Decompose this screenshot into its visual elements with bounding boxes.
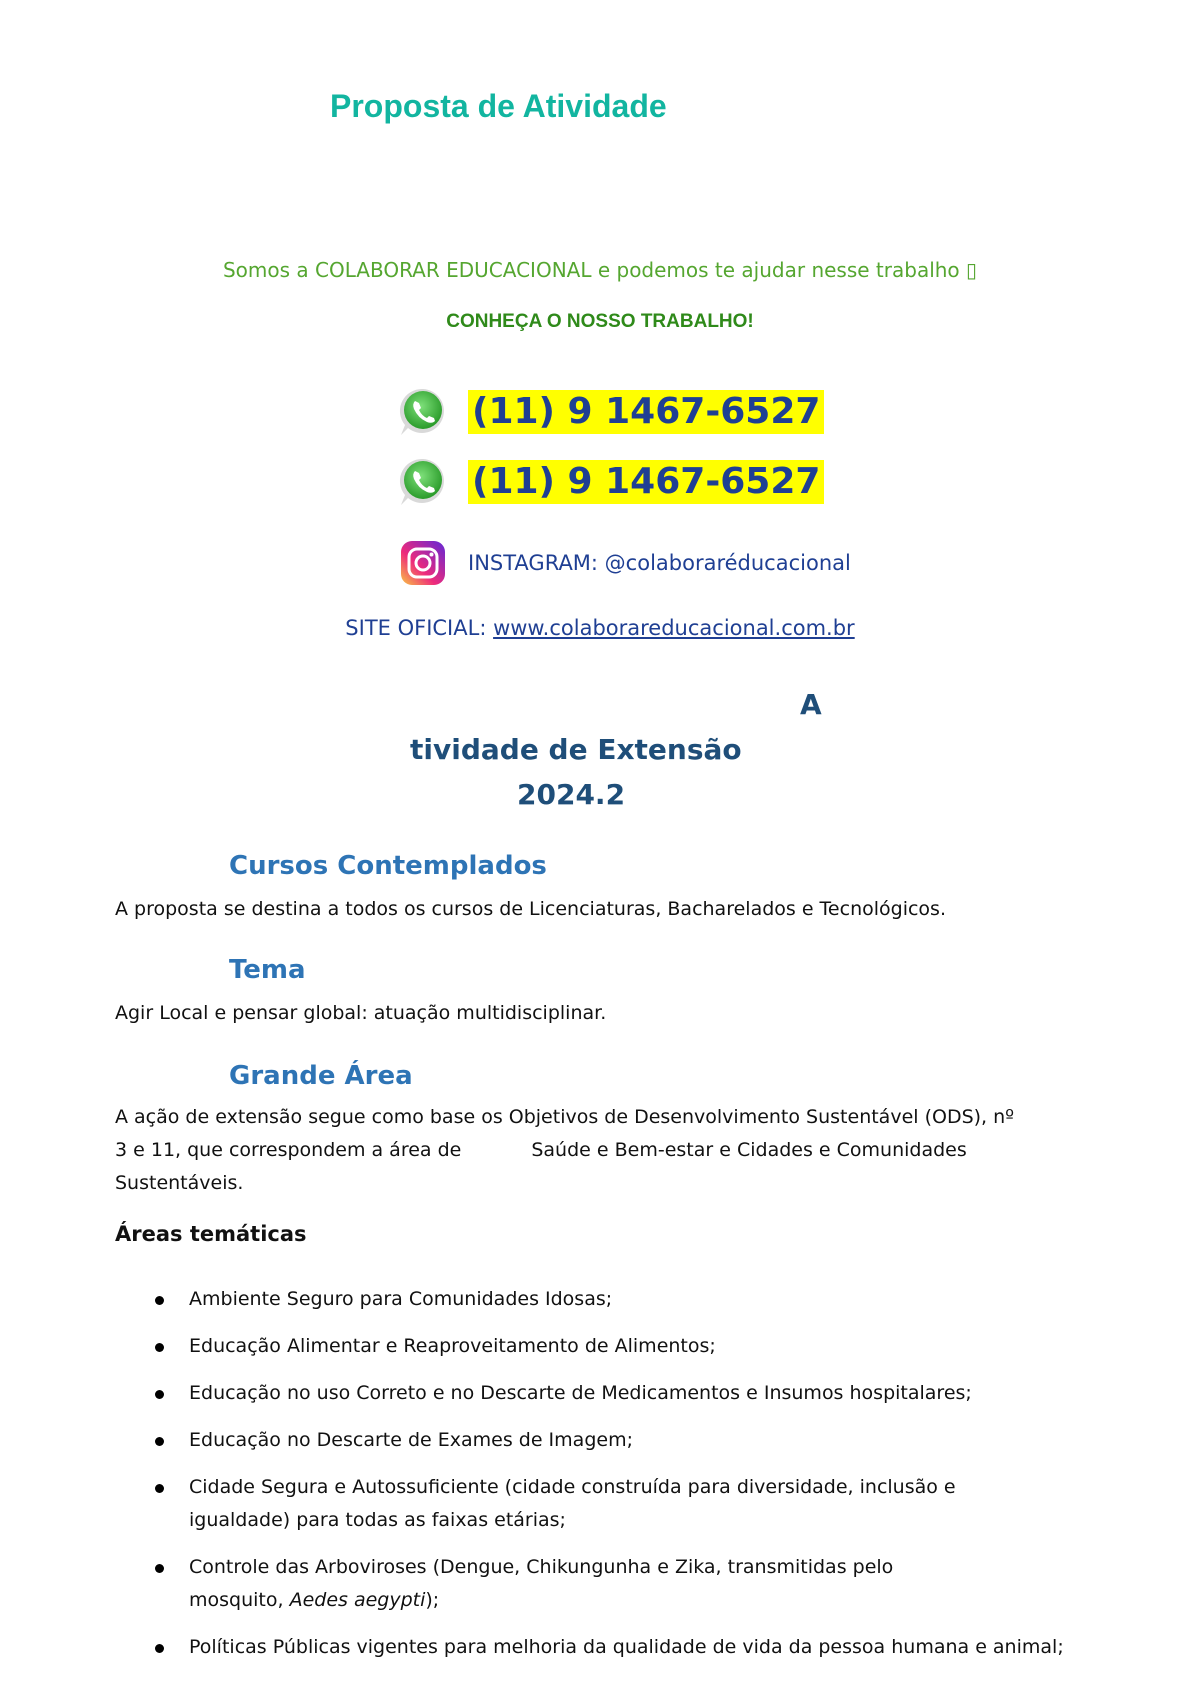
grande-area-line-2-start: 3 e 11, que correspondem a área de: [115, 1139, 462, 1161]
areas-list: [115, 1283, 1100, 1678]
list-item: Cidade Segura e Autossuficiente (cidade construída para diversidade, inclusão e igualdade) para todas as faixas etárias;: [115, 1471, 1100, 1537]
extension-year: 2024.2: [517, 778, 626, 811]
list-item: Políticas Públicas vigentes para melhoria da qualidade de vida da pessoa humana e animal;: [115, 1631, 1100, 1664]
instagram-handle[interactable]: INSTAGRAM: @colaboraréducacional: [468, 551, 851, 575]
whatsapp-icon: [396, 455, 450, 509]
heading-tema: Tema: [229, 955, 306, 985]
site-line: [0, 616, 1200, 640]
list-item: Controle das Arboviroses (Dengue, Chikungunha e Zika, transmitidas pelo mosquito, Aedes aegypti);: [115, 1551, 1100, 1617]
site-label: SITE OFICIAL:: [345, 616, 494, 640]
bullet-icon: [155, 1296, 164, 1305]
phone-row-2[interactable]: [396, 452, 824, 512]
grande-area-line-1: A ação de extensão segue como base os Objetivos de Desenvolvimento Sustentável (ODS), nº: [115, 1106, 1015, 1128]
species-name: Aedes aegypti: [289, 1589, 426, 1611]
bullet-icon: [155, 1390, 164, 1399]
extension-title: tividade de Extensão: [410, 733, 742, 766]
extension-title-first-letter: A: [800, 688, 822, 721]
grande-area-line-2: [115, 1134, 1090, 1167]
tema-text: Agir Local e pensar global: atuação multidisciplinar.: [115, 1002, 607, 1024]
cta-text: CONHEÇA O NOSSO TRABALHO!: [446, 311, 754, 332]
bullet-icon: [155, 1644, 164, 1653]
phone-number[interactable]: (11) 9 1467-6527: [468, 390, 824, 434]
bullet-icon: [155, 1564, 164, 1573]
heading-areas-tematicas: Áreas temáticas: [115, 1222, 307, 1246]
cursos-text: A proposta se destina a todos os cursos de Licenciaturas, Bacharelados e Tecnológicos.: [115, 898, 946, 920]
list-item: Educação no Descarte de Exames de Imagem;: [115, 1424, 1100, 1457]
list-item: Educação Alimentar e Reaproveitamento de Alimentos;: [115, 1330, 1100, 1363]
phone-row-1[interactable]: [396, 382, 824, 442]
instagram-icon: [400, 540, 446, 586]
instagram-row[interactable]: [400, 540, 851, 586]
bullet-icon: [155, 1343, 164, 1352]
grande-area-line-3: Sustentáveis.: [115, 1172, 244, 1194]
bullet-icon: [155, 1484, 164, 1493]
list-item: Ambiente Seguro para Comunidades Idosas;: [115, 1283, 1100, 1316]
list-item: Educação no uso Correto e no Descarte de Medicamentos e Insumos hospitalares;: [115, 1377, 1100, 1410]
bullet-icon: [155, 1437, 164, 1446]
phone-number[interactable]: (11) 9 1467-6527: [468, 460, 824, 504]
grande-area-line-2-end: Saúde e Bem-estar e Cidades e Comunidades: [531, 1139, 967, 1161]
promo-text: Somos a COLABORAR EDUCACIONAL e podemos te ajudar nesse trabalho ▯: [222, 258, 978, 282]
site-link[interactable]: www.colaborareducacional.com.br: [493, 616, 855, 640]
whatsapp-icon: [396, 385, 450, 439]
heading-cursos: Cursos Contemplados: [229, 851, 547, 881]
heading-grande-area: Grande Área: [229, 1061, 413, 1091]
document-title: Proposta de Atividade: [330, 88, 667, 124]
